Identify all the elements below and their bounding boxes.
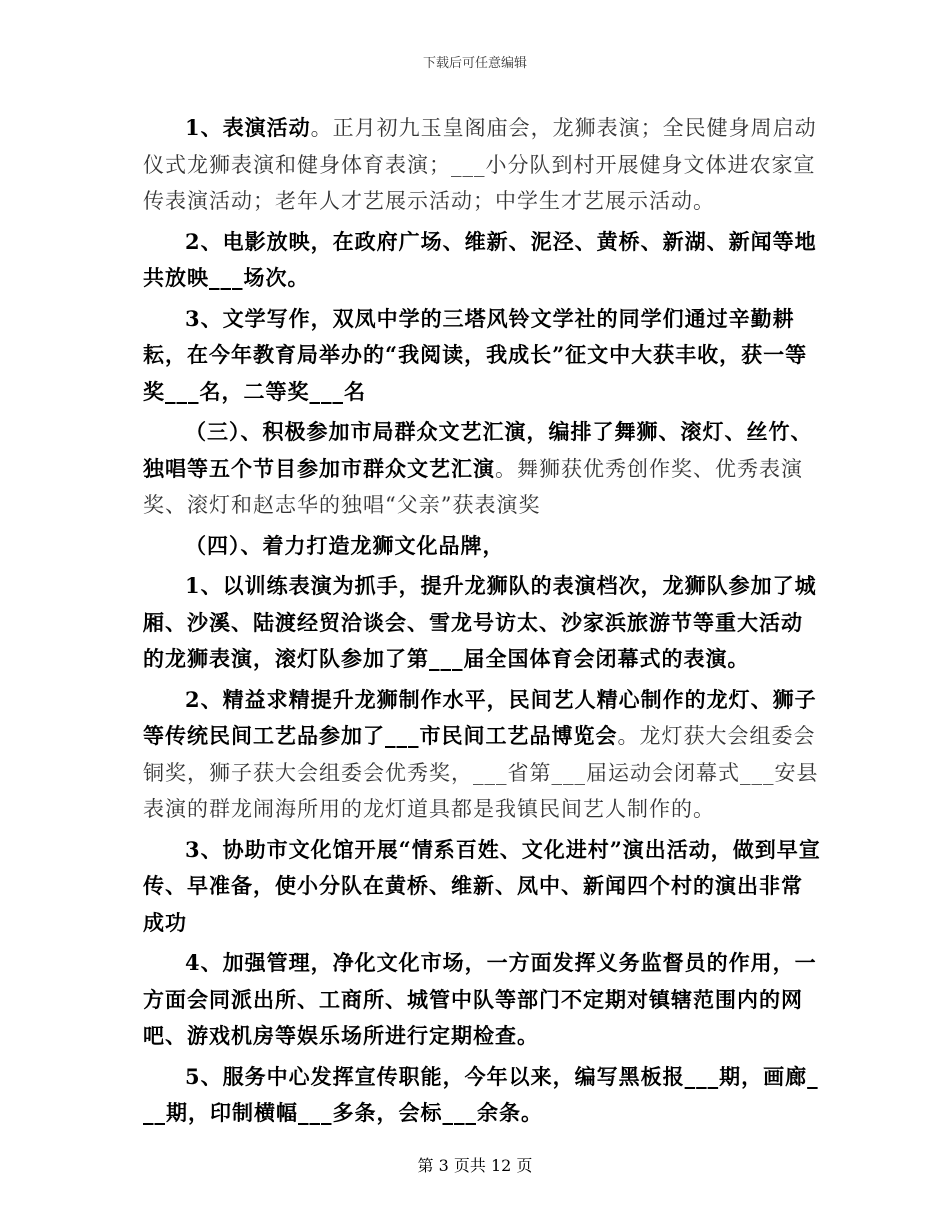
paragraph-section-three <box>143 414 823 524</box>
paragraph-bold-text: （三）、积极参加市局群众文艺汇演，编排了舞狮、滚灯、丝竹、独唱等五个节目参加市群众文艺汇演 <box>143 419 813 481</box>
page-footer: 第 3 页共 12 页 <box>417 1156 533 1175</box>
paragraph-bold-text: （四）、着力打造龙狮文化品牌， <box>185 532 505 558</box>
paragraph-training <box>143 568 823 678</box>
paragraph-management <box>143 945 823 1055</box>
paragraph-performance <box>143 110 823 220</box>
paragraph-normal-text: 。龙灯获大会组委会铜奖，狮子获大会组委会优秀奖，___省第___届运动会闭幕式___安县表演的群龙闹海所用的龙灯道具都是我镇民间艺人制作的。 <box>143 724 819 821</box>
paragraph-normal-text: 。舞狮获优秀创作奖、优秀表演奖、滚灯和赵志华的独唱“父亲”获表演奖 <box>143 456 803 517</box>
paragraph-publicity <box>143 1059 823 1132</box>
paragraph-writing <box>143 301 823 411</box>
paragraph-bold-text: 2、精益求精提升龙狮制作水平，民间艺人精心制作的龙灯、狮子等传统民间工艺品参加了___市民间工艺品博览会 <box>143 686 817 748</box>
document-body <box>143 110 823 1132</box>
paragraph-bold-text: 1、以训练表演为抓手，提升龙狮队的表演档次，龙狮队参加了城厢、沙溪、陆渡经贸洽谈会、雪龙号访太、沙家浜旅游节等重大活动的龙狮表演，滚灯队参加了第___届全国体育会闭幕式的表演。 <box>143 573 817 671</box>
paragraph-culture-village <box>143 832 823 942</box>
paragraph-bold-text: 2、电影放映，在政府广场、维新、泥泾、黄桥、新湖、新闻等地共放映___场次。 <box>143 228 817 290</box>
paragraph-section-four <box>143 528 823 565</box>
paragraph-bold-text: 3、协助市文化馆开展“情系百姓、文化进村”演出活动，做到早宣传、早准备，使小分队在黄桥、维新、凤中、新闻四个村的演出非常成功 <box>143 836 821 935</box>
paragraph-film <box>143 224 823 297</box>
paragraph-normal-text: 。正月初九玉皇阁庙会，龙狮表演；全民健身周启动仪式龙狮表演和健身体育表演；___小分队到村开展健身文体进农家宣传表演活动；老年人才艺展示活动；中学生才艺展示活动。 <box>143 116 817 213</box>
paragraph-craft <box>143 682 823 828</box>
paragraph-bold-text: 4、加强管理，净化文化市场，一方面发挥义务监督员的作用，一方面会同派出所、工商所、城管中队等部门不定期对镇辖范围内的网吧、游戏机房等娱乐场所进行定期检查。 <box>143 950 817 1048</box>
paragraph-bold-text: 3、文学写作，双凤中学的三塔风铃文学社的同学们通过辛勤耕耘，在今年教育局举办的“我阅读，我成长”征文中大获丰收，获一等奖___名，二等奖___名 <box>143 305 808 404</box>
paragraph-bold-text: 5、服务中心发挥宣传职能，今年以来，编写黑板报___期，画廊___期，印制横幅___多条，会标___余条。 <box>143 1063 819 1125</box>
page-header: 下载后可任意编辑 <box>422 56 527 71</box>
paragraph-bold-text: 1、表演活动 <box>185 115 311 140</box>
